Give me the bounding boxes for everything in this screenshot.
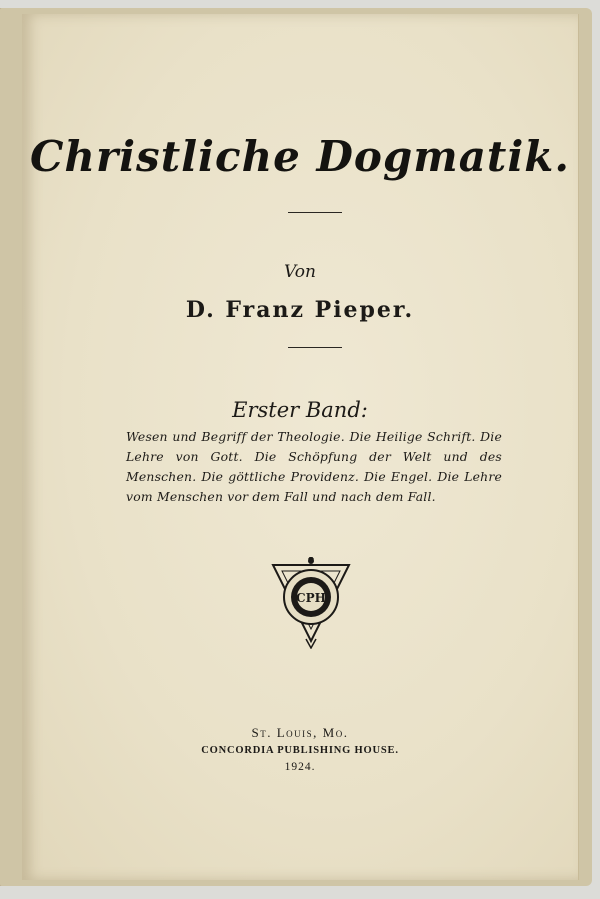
publication-year: 1924. — [284, 761, 316, 773]
svg-text:CPH: CPH — [296, 591, 326, 605]
by-label: Von — [284, 262, 316, 282]
volume-contents: Wesen und Begriff der Theologie. Die Heilige Schrift. Die Lehre von Gott. Die Schöpfung der Welt und des Menschen. Die göttliche Providenz. Die Engel. Die Lehre vom Menschen vor dem Fall und nach dem Fall. — [126, 429, 502, 504]
publication-place: St. Louis, Mo. — [251, 725, 349, 740]
divider-top — [288, 212, 342, 213]
publisher-seal-icon — [268, 557, 354, 649]
volume-label: Erster Band: — [232, 398, 368, 422]
author-name: D. Franz Pieper. — [185, 297, 415, 323]
divider-bottom — [288, 347, 342, 348]
publisher-name: CONCORDIA PUBLISHING HOUSE. — [201, 745, 399, 756]
book-title: Christliche Dogmatik. — [30, 132, 570, 181]
title-page — [22, 14, 578, 880]
